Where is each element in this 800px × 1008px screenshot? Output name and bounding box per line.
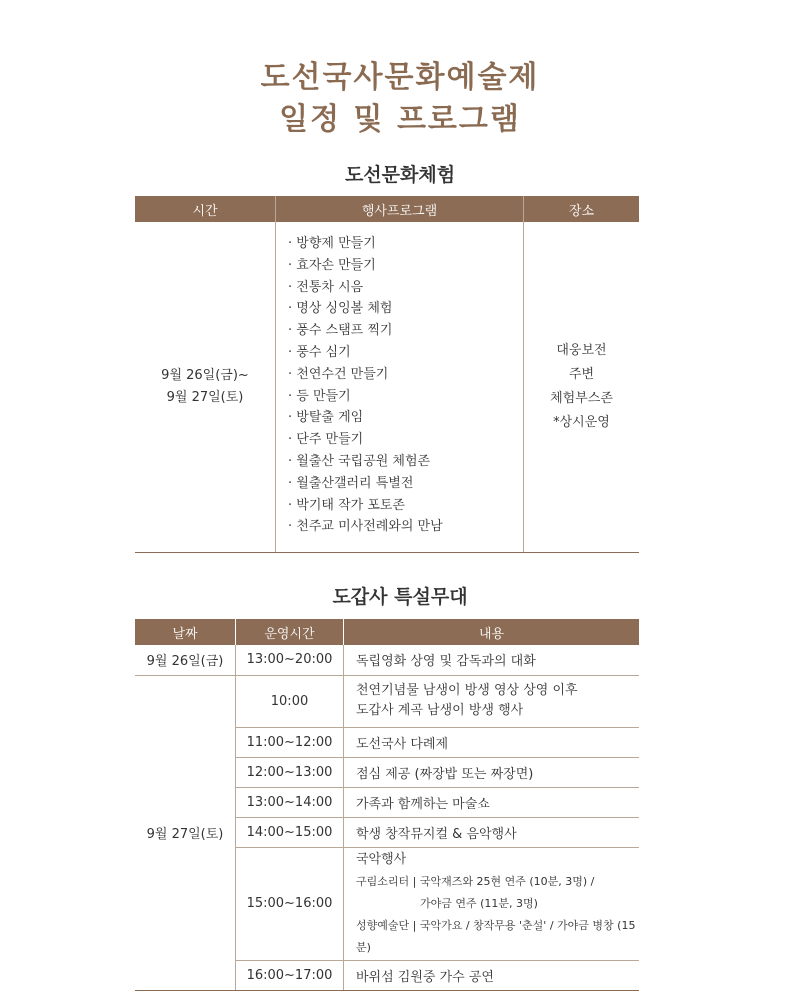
schedule-content: 가족과 함께하는 마술쇼 bbox=[344, 787, 640, 817]
schedule-content bbox=[344, 847, 640, 960]
content-line: 도갑사 계곡 남생이 방생 행사 bbox=[356, 703, 524, 718]
schedule-time: 12:00~13:00 bbox=[236, 757, 344, 787]
date-line1: 9월 26일(금)~ bbox=[161, 368, 249, 383]
program-item: · 풍수 심기 bbox=[288, 342, 522, 364]
place-line: 체험부스존 bbox=[550, 391, 613, 406]
day1-content: 독립영화 상영 및 감독과의 대화 bbox=[344, 645, 640, 675]
schedule-time: 10:00 bbox=[236, 675, 344, 727]
content-line: 천연기념물 남생이 방생 영상 상영 이후 bbox=[356, 683, 578, 698]
content-sub-indent: 가야금 연주 (11분, 3명) bbox=[420, 896, 538, 910]
section1-title: 도선문화체험 bbox=[344, 164, 456, 186]
header-content: 내용 bbox=[344, 619, 640, 645]
program-item: · 천주교 미사전례와의 만남 bbox=[288, 516, 522, 538]
schedule-content: 도선국사 다례제 bbox=[344, 727, 640, 757]
main-title-line2: 일정 및 프로그램 bbox=[279, 102, 521, 137]
schedule-content: 바위섬 김원중 가수 공연 bbox=[344, 960, 640, 990]
program-item: · 천연수건 만들기 bbox=[288, 364, 522, 386]
place-line: 주변 bbox=[568, 367, 595, 382]
content-heading: 국악행사 bbox=[356, 851, 407, 867]
program-item: · 월출산 국립공원 체험존 bbox=[288, 451, 522, 473]
header-program: 행사프로그램 bbox=[276, 196, 524, 222]
schedule-time: 11:00~12:00 bbox=[236, 727, 344, 757]
schedule-time: 13:00~14:00 bbox=[236, 787, 344, 817]
content-sub: 구림소리터 | 국악재즈와 25현 연주 (10분, 3명) / bbox=[356, 874, 595, 888]
day2-date: 9월 27일(토) bbox=[135, 675, 236, 990]
program-list bbox=[288, 223, 522, 538]
date-line2: 9월 27일(토) bbox=[166, 390, 244, 405]
section2-title: 도갑사 특설무대 bbox=[332, 586, 468, 608]
header-place: 장소 bbox=[524, 196, 640, 222]
main-title-line1: 도선국사문화예술제 bbox=[260, 60, 540, 95]
place-cell bbox=[524, 222, 640, 553]
schedule-content bbox=[344, 675, 640, 727]
program-item: · 풍수 스탬프 찍기 bbox=[288, 320, 522, 342]
schedule-time: 15:00~16:00 bbox=[236, 847, 344, 960]
program-item: · 단주 만들기 bbox=[288, 429, 522, 451]
program-item: · 월출산갤러리 특별전 bbox=[288, 473, 522, 495]
header-date: 날짜 bbox=[135, 619, 236, 645]
header-time: 시간 bbox=[135, 196, 276, 222]
stage-schedule-table bbox=[135, 619, 639, 991]
schedule-content: 점심 제공 (짜장밥 또는 짜장면) bbox=[344, 757, 640, 787]
place-line: *상시운영 bbox=[553, 415, 610, 430]
header-hours: 운영시간 bbox=[236, 619, 344, 645]
program-item: · 방향제 만들기 bbox=[288, 233, 522, 255]
program-item: · 박기태 작가 포토존 bbox=[288, 495, 522, 517]
content-sub bbox=[356, 893, 638, 915]
program-item: · 명상 싱잉볼 체험 bbox=[288, 298, 522, 320]
day1-date: 9월 26일(금) bbox=[135, 645, 236, 675]
experience-date bbox=[135, 222, 276, 553]
program-list-cell bbox=[276, 222, 524, 553]
day1-time: 13:00~20:00 bbox=[236, 645, 344, 675]
program-item: · 방탈출 게임 bbox=[288, 407, 522, 429]
program-item: · 등 만들기 bbox=[288, 386, 522, 408]
schedule-time: 16:00~17:00 bbox=[236, 960, 344, 990]
culture-experience-table bbox=[135, 196, 639, 553]
schedule-time: 14:00~15:00 bbox=[236, 817, 344, 847]
content-sub: 성향예술단 | 국악가요 / 창작무용 '춘설' / 가야금 병창 (15분) bbox=[356, 918, 636, 954]
program-item: · 전통차 시음 bbox=[288, 277, 522, 299]
place-line: 대웅보전 bbox=[556, 343, 607, 358]
program-item: · 효자손 만들기 bbox=[288, 255, 522, 277]
schedule-content: 학생 창작뮤지컬 & 음악행사 bbox=[344, 817, 640, 847]
